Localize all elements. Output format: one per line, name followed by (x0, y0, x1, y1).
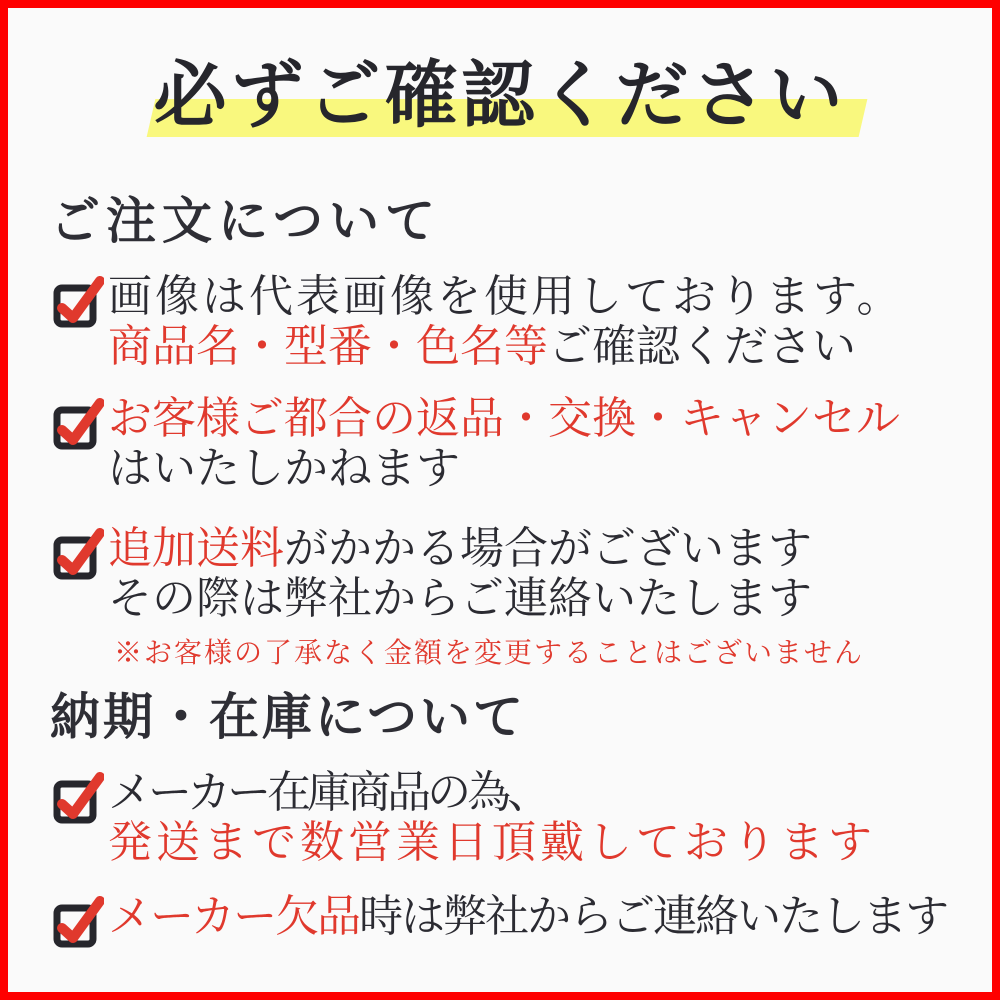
item-line (108, 768, 876, 818)
item-text-lines (108, 892, 947, 942)
page-title: 必ずご確認ください (153, 55, 847, 136)
item-line (108, 574, 864, 624)
item-line (108, 394, 900, 444)
checked-checkbox-icon (52, 394, 104, 450)
item-line (108, 818, 876, 868)
item-text-emphasis: お客様ご都合の返品・交換・キャンセル (108, 394, 900, 443)
item-text-emphasis: 追加送料 (108, 524, 284, 573)
item-text: はいたしかねます (108, 444, 460, 493)
item-text-lines (108, 524, 864, 670)
item-text-lines (108, 394, 900, 494)
checklist-item-returns (52, 394, 900, 494)
item-text: その際は弊社からご連絡いたします (108, 574, 812, 623)
item-text-emphasis: メーカー欠品 (108, 892, 360, 941)
section-heading-stock: 納期・在庫について (50, 689, 526, 745)
checklist-item-representative-image (52, 272, 903, 372)
checked-checkbox-icon (52, 892, 104, 948)
item-text-emphasis: 商品名・型番・色名等 (108, 322, 548, 371)
item-text: がかかる場合がございます (284, 524, 812, 573)
checked-checkbox-icon (52, 272, 104, 328)
checklist-item-maker-shortage (52, 892, 947, 948)
item-line (108, 892, 947, 942)
item-line (108, 272, 903, 322)
item-text: 画像は代表画像を使用しております。 (108, 272, 904, 321)
title-block (8, 8, 992, 168)
item-line (108, 524, 864, 574)
item-text-lines (108, 272, 903, 372)
checklist-item-maker-stock (52, 768, 876, 868)
item-line (108, 444, 900, 494)
item-line (108, 322, 903, 372)
checklist-item-extra-shipping (52, 524, 864, 670)
section-heading-orders: ご注文について (50, 193, 441, 249)
item-text-emphasis: 発送まで数営業日頂戴しております (108, 818, 876, 867)
item-text: メーカー在庫商品の為、 (108, 768, 548, 817)
note-line: ※お客様の了承なく金額を変更することはございません (114, 638, 865, 669)
checked-checkbox-icon (52, 524, 104, 580)
item-text-lines (108, 768, 876, 868)
checked-checkbox-icon (52, 768, 104, 824)
item-text: 時は弊社からご連絡いたします (359, 892, 948, 941)
item-text: ご確認ください (548, 322, 856, 371)
